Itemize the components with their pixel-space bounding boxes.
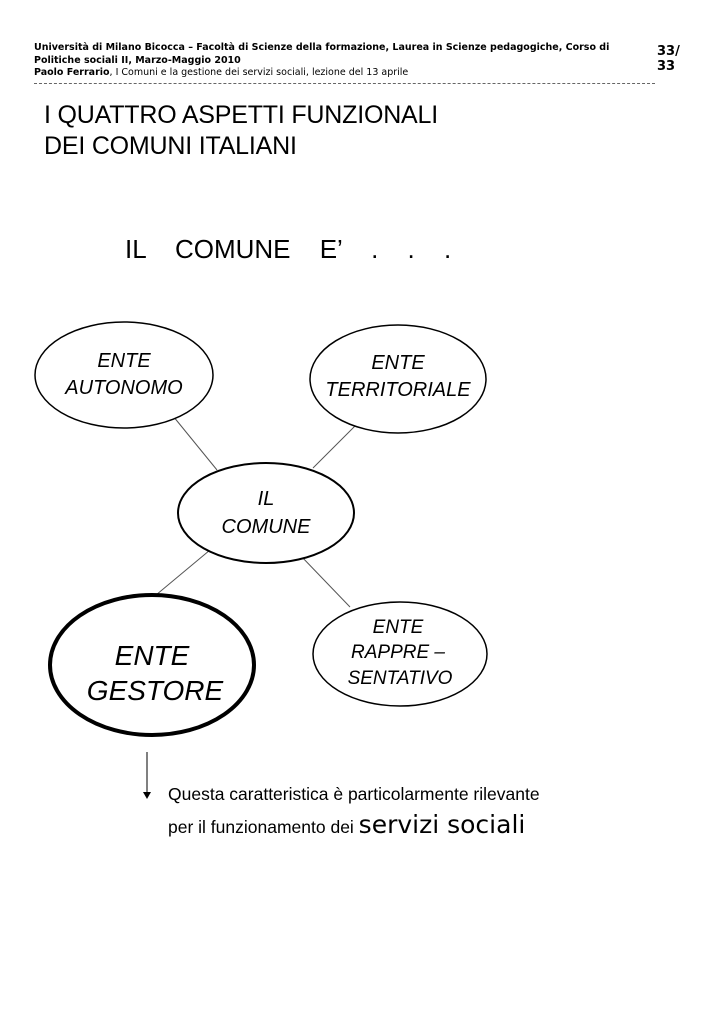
node-rappresentativo-line-1: ENTE [372,617,424,638]
node-rappresentativo-line-3: SENTATIVO [347,668,453,689]
title-line-1: I QUATTRO ASPETTI FUNZIONALI [44,101,438,129]
connector-autonomo [173,416,217,470]
node-gestore-line-2: GESTORE [86,675,224,706]
node-autonomo-line-1: ENTE [97,350,151,372]
connector-rappresentativo [300,555,350,607]
page-total: 33 [657,59,676,74]
node-territoriale-line-2: TERRITORIALE [325,379,471,401]
header-line-2: Politiche sociali II, Marzo-Maggio 2010 [34,54,241,66]
node-ente-autonomo [35,322,213,428]
note-emphasis: servizi sociali [358,810,526,839]
node-gestore-line-1: ENTE [114,640,190,671]
node-il-comune [178,463,354,563]
node-territoriale-line-1: ENTE [371,352,425,374]
note-line-2 [168,810,525,839]
title-line-2: DEI COMUNI ITALIANI [44,132,297,160]
page-number: 33/ [657,44,680,59]
diagram-heading: IL COMUNE E’ . . . [125,234,452,264]
node-comune-line-1: IL [257,488,275,510]
header-author: Paolo Ferrario [34,67,110,78]
note-line-2-prefix: per il funzionamento dei [168,817,359,837]
node-rappresentativo-line-2: RAPPRE – [351,642,445,663]
node-comune-line-2: COMUNE [221,516,311,538]
header-lesson: , I Comuni e la gestione dei servizi sociali, lezione del 13 aprile [109,67,409,78]
arrow-down-icon [143,792,151,799]
node-autonomo-line-2: AUTONOMO [65,377,183,399]
header-line-1: Università di Milano Bicocca – Facoltà di Scienze della formazione, Laurea in Scienze pedagogiche, Corso di [34,42,610,53]
note-line-1: Questa caratteristica è particolarmente rilevante [168,784,540,804]
connector-gestore [150,550,210,600]
connector-territoriale [313,420,361,468]
